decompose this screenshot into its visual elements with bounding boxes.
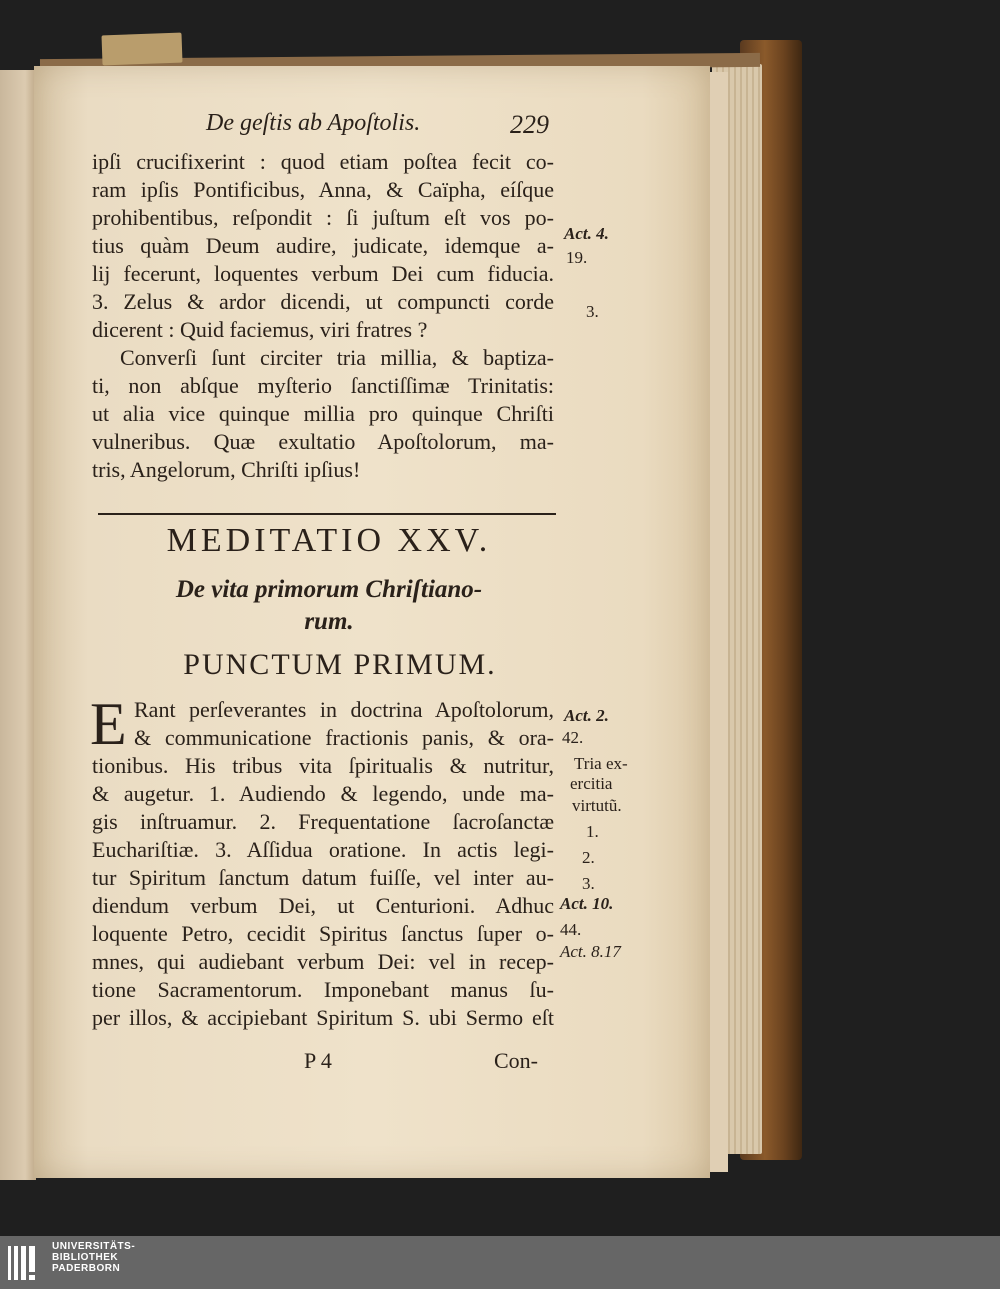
text-line: per illos, & accipiebant Spiritum S. ubi Sermo eſt <box>92 1005 554 1030</box>
text-line: & augetur. 1. Audiendo & legendo, unde ma- <box>92 781 554 806</box>
text-line: Rant perſeverantes in doctrina Apoſtolorum, <box>134 697 554 722</box>
library-logo-icon <box>8 1242 44 1282</box>
margin-note: Act. 2. <box>564 706 609 725</box>
text-line: ut alia vice quinque millia pro quinque Chriſti <box>92 401 554 426</box>
text-line: dicerent : Quid faciemus, viri fratres ? <box>92 317 428 342</box>
library-name-line: PADERBORN <box>52 1263 121 1274</box>
signature-mark: P 4 <box>304 1048 332 1073</box>
margin-note: 19. <box>566 248 588 267</box>
text-line: 3. Zelus & ardor dicendi, ut compuncti corde <box>92 289 554 314</box>
margin-note: Tria ex- <box>574 754 628 773</box>
punctum-title: PUNCTUM PRIMUM. <box>183 648 497 681</box>
text-line: loquente Petro, cecidit Spiritus ſanctus ſuper o- <box>92 921 554 946</box>
text-line: ti, non abſque myſterio ſanctiſſimæ Trinitatis: <box>92 373 554 398</box>
text-line: tionibus. His tribus vita ſpiritualis & nutritur, <box>92 753 554 778</box>
library-name <box>52 1241 135 1274</box>
meditatio-subtitle: De vita primorum Chriſtiano- <box>175 576 483 603</box>
catchword: Con- <box>494 1048 538 1073</box>
drop-cap: E <box>90 691 127 757</box>
margin-note: Act. 4. <box>564 224 609 243</box>
text-line: tris, Angelorum, Chriſti ipſius! <box>92 457 361 482</box>
text-line: vulneribus. Quæ exultatio Apoſtolorum, ma- <box>92 429 554 454</box>
text-line: prohibentibus, reſpondit : ſi juſtum eſt vos po- <box>92 205 554 230</box>
library-footer <box>0 1236 1000 1289</box>
text-line: tur Spiritum ſanctum datum fuiſſe, vel inter au- <box>92 865 554 890</box>
previous-page-edge <box>0 70 36 1180</box>
text-line: ram ipſis Pontificibus, Anna, & Caïpha, eíſque <box>92 177 554 202</box>
running-title: De geſtis ab Apoſtolis. <box>206 110 421 136</box>
text-line: ipſi crucifixerint : quod etiam poſtea fecit co- <box>92 149 554 174</box>
text-line: gis inſtruamur. 2. Frequentatione ſacroſanctæ <box>92 809 554 834</box>
meditatio-subtitle-cont: rum. <box>304 608 354 635</box>
text-line: tius quàm Deum audire, judicate, idemque a- <box>92 233 554 258</box>
text-line: & communicatione fractionis panis, & ora- <box>134 725 554 750</box>
book-page <box>34 66 710 1178</box>
margin-note: 44. <box>560 920 582 939</box>
text-line: Euchariſtiæ. 3. Aſſidua oratione. In actis legi- <box>92 837 554 862</box>
text-line: tione Sacramentorum. Imponebant manus ſu- <box>92 977 554 1002</box>
text-line: mnes, qui audiebant verbum Dei: vel in recep- <box>92 949 554 974</box>
page-number: 229 <box>510 110 549 139</box>
library-name-line: UNIVERSITÄTS- <box>52 1241 136 1252</box>
text-line: Converſi ſunt circiter tria millia, & baptiza- <box>120 345 554 370</box>
margin-note: Act. 10. <box>560 894 614 913</box>
text-line: lij fecerunt, loquentes verbum Dei cum fiducia. <box>92 261 554 286</box>
margin-note: 3. <box>582 874 595 893</box>
margin-note: 3. <box>586 302 599 321</box>
meditatio-title: MEDITATIO XXV. <box>166 522 492 559</box>
margin-note: 2. <box>582 848 595 867</box>
margin-note: 42. <box>562 728 584 747</box>
margin-note: ercitia <box>570 774 613 793</box>
library-name-line: BIBLIOTHEK <box>52 1252 119 1263</box>
margin-note: Act. 8.17 <box>560 942 621 961</box>
section-rule <box>98 513 556 515</box>
paper-tab <box>102 33 183 66</box>
text-line: diendum verbum Dei, ut Centurioni. Adhuc <box>92 893 554 918</box>
margin-note: 1. <box>586 822 599 841</box>
margin-note: virtutũ. <box>572 796 622 815</box>
